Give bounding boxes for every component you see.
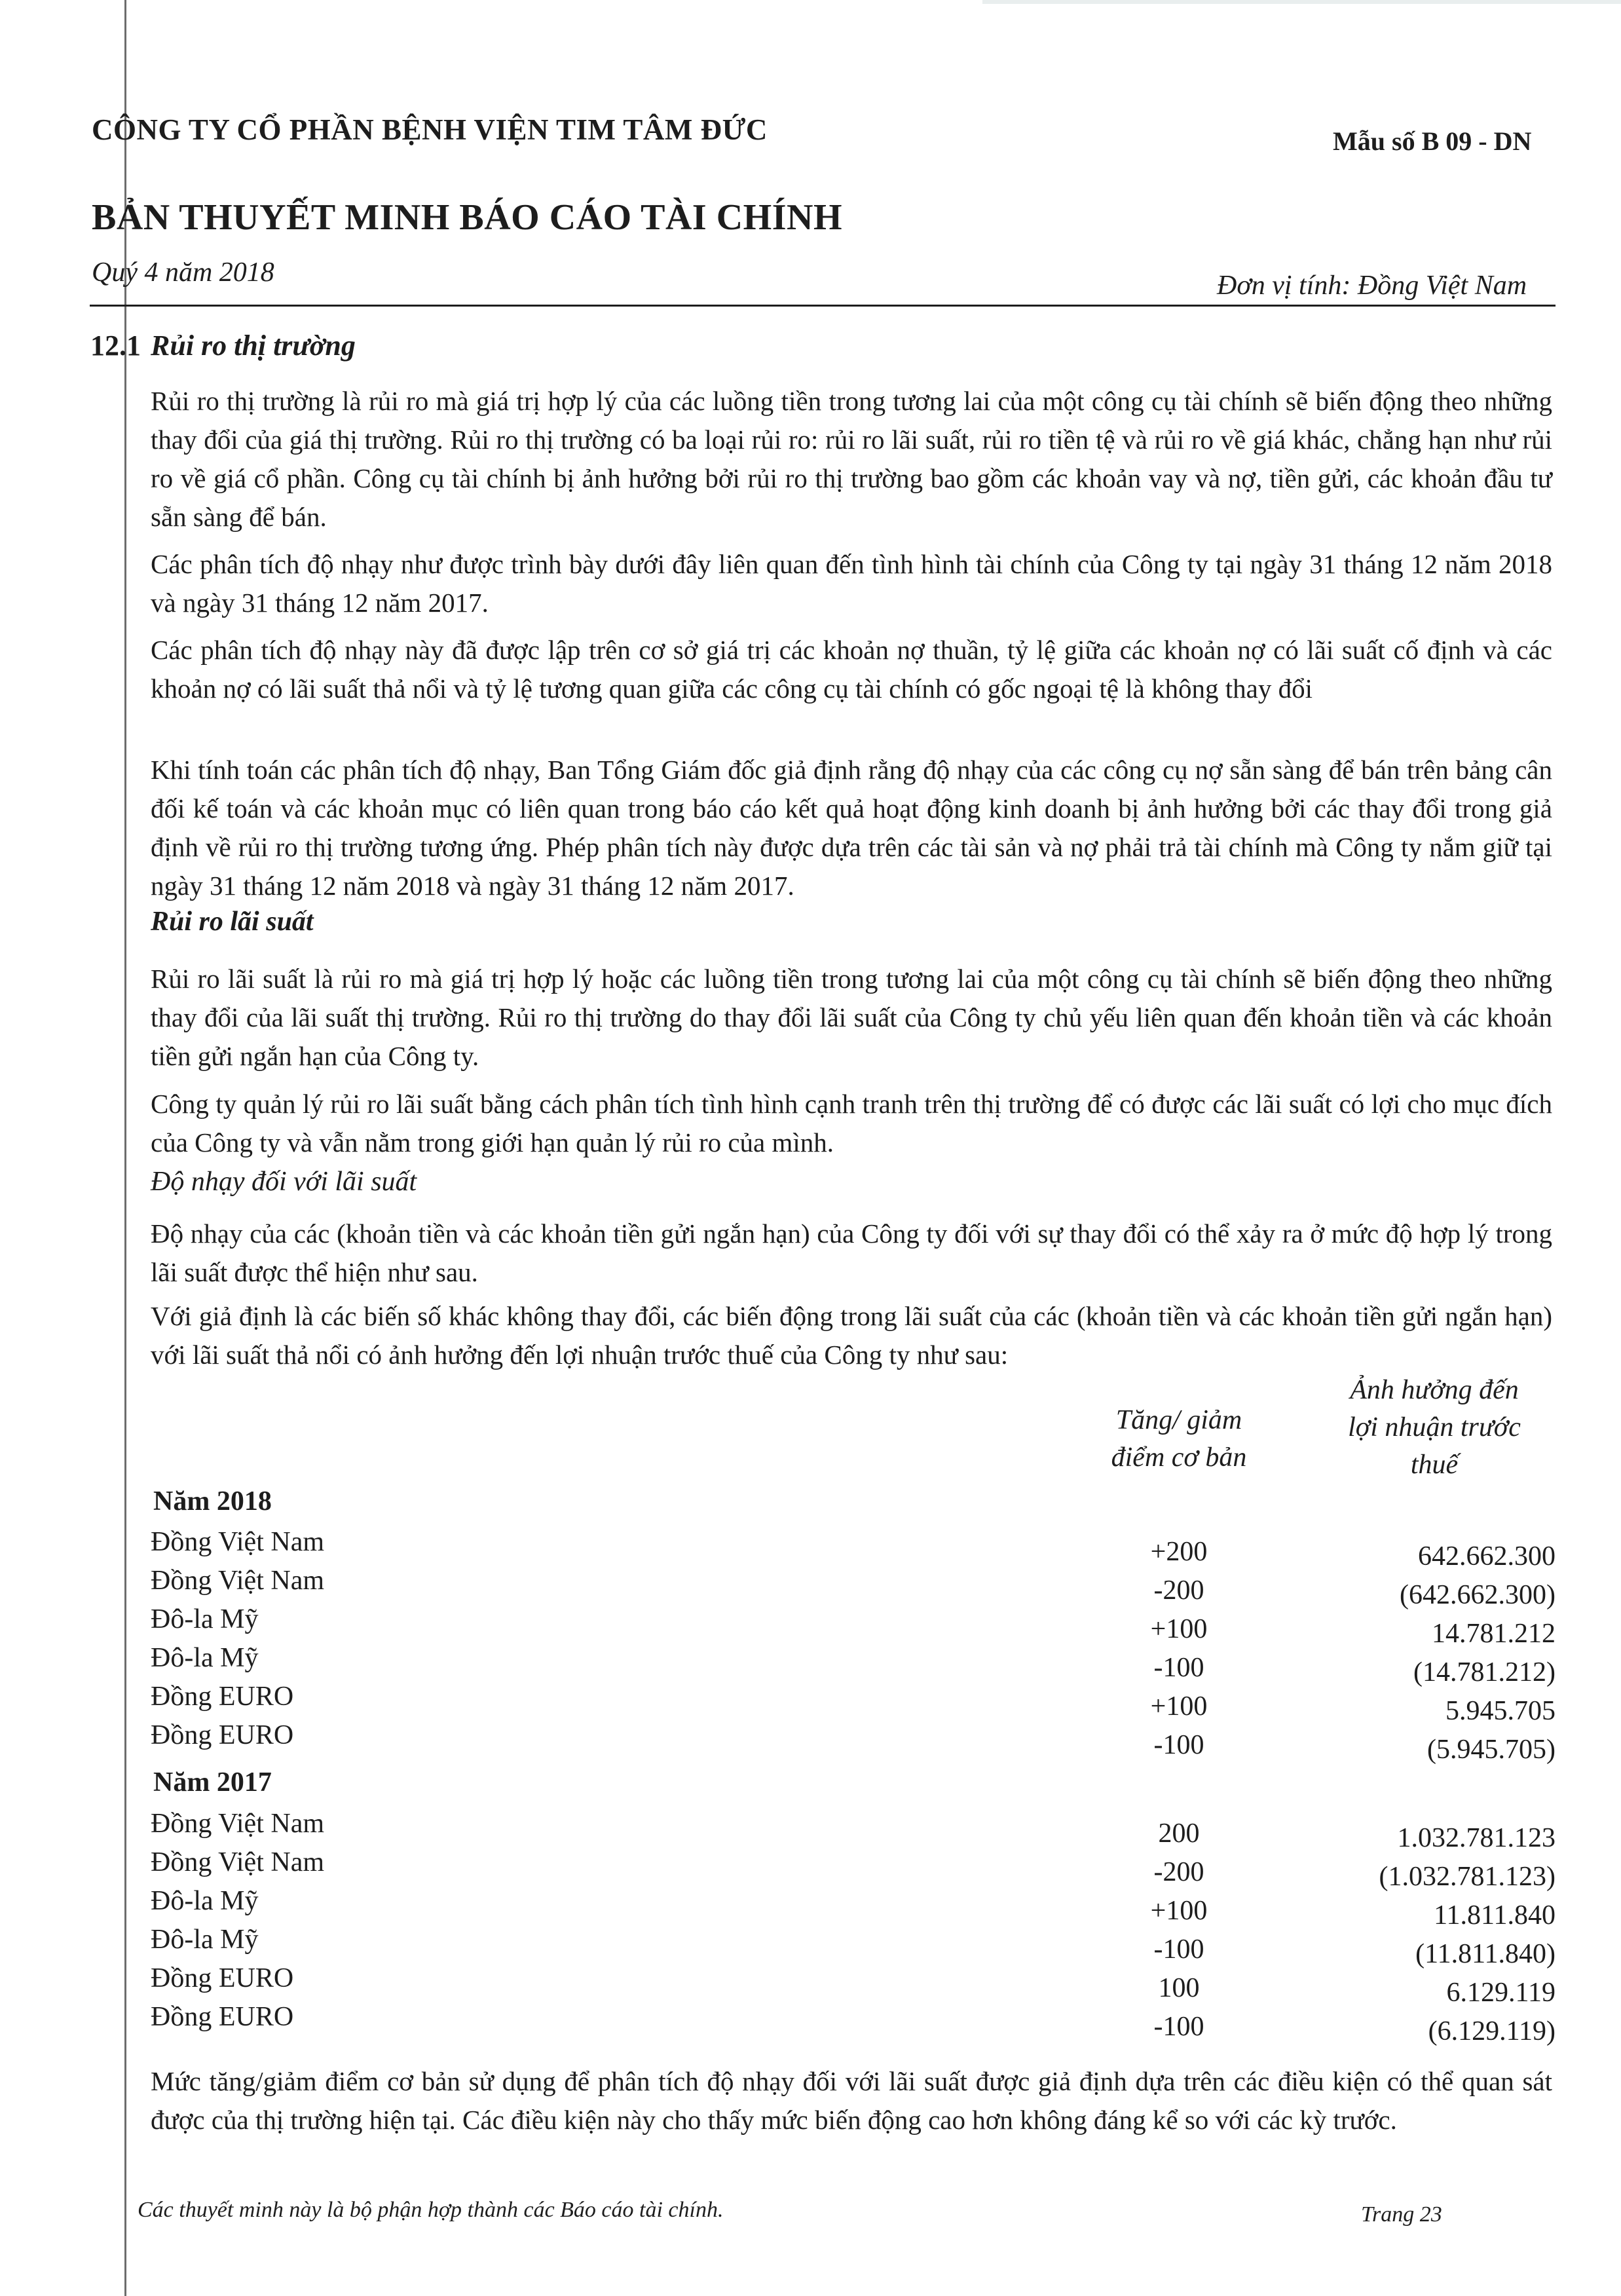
row-profit-impact: (5.945.705) <box>1427 1735 1556 1765</box>
paragraph-sensitivity-description: Độ nhạy của các (khoản tiền và các khoản tiền gửi ngắn hạn) của Công ty đối với sự thay đổi có thể xảy ra ở mức độ hợp lý trong lãi suất được thể hiện như sau. <box>151 1218 1552 1287</box>
row-label: Đồng Việt Nam <box>151 1809 325 1839</box>
row-basis-points: 100 <box>1158 1973 1200 2003</box>
row-basis-points: -100 <box>1153 1653 1204 1683</box>
row-label: Đồng EURO <box>151 1720 294 1750</box>
footer-note: Các thuyết minh này là bộ phận hợp thành các Báo cáo tài chính. <box>138 2198 724 2222</box>
row-label: Đồng Việt Nam <box>151 1847 325 1877</box>
paragraph-market-risk: Rủi ro thị trường là rủi ro mà giá trị hợp lý của các luồng tiền trong tương lai của một công cụ tài chính sẽ biến động theo những thay đổi của giá thị trường. Rủi ro thị trường có ba loại rủi ro: rủi ro lãi suất, rủi ro tiền tệ và rủi ro về giá khác, chẳng hạn như rủi ro về giá cổ phần. Công cụ tài chính bị ảnh hưởng bởi rủi ro thị trường bao gồm các khoản vay và nợ, tiền gửi, các khoản đầu tư sẵn sàng để bán. <box>151 386 1552 532</box>
row-profit-impact: 14.781.212 <box>1432 1619 1556 1649</box>
paragraph-sensitivity-assumption: Với giả định là các biến số khác không thay đổi, các biến động trong lãi suất của các (khoản tiền và các khoản tiền gửi ngắn hạn) với lãi suất thả nổi có ảnh hưởng đến lợi nhuận trước thuế của Công ty như sau: <box>151 1301 1552 1370</box>
section-number: 12.1 <box>90 329 141 362</box>
interest-risk-heading: Rủi ro lãi suất <box>151 907 314 937</box>
row-basis-points: 200 <box>1158 1818 1200 1849</box>
year-2018-label: Năm 2018 <box>153 1486 272 1516</box>
section-title: Rủi ro thị trường <box>151 329 356 362</box>
paragraph-sensitivity-basis: Các phân tích độ nhạy này đã được lập trên cơ sở giá trị các khoản nợ thuần, tỷ lệ giữa các khoản nợ có lãi suất cố định và các khoản nợ có lãi suất thả nổi và tỷ lệ tương quan giữa các công cụ tài chính có gốc ngoại tệ là không thay đổi <box>151 635 1552 704</box>
row-profit-impact: 1.032.781.123 <box>1397 1823 1556 1853</box>
row-profit-impact: 642.662.300 <box>1418 1541 1556 1571</box>
row-label: Đô-la Mỹ <box>151 1925 259 1955</box>
document-title: BẢN THUYẾT MINH BÁO CÁO TÀI CHÍNH <box>92 197 843 238</box>
row-profit-impact: 11.811.840 <box>1434 1900 1556 1930</box>
row-basis-points: +100 <box>1150 1691 1208 1722</box>
row-profit-impact: (642.662.300) <box>1400 1580 1556 1610</box>
paragraph-sensitivity-scope: Các phân tích độ nhạy như được trình bày dưới đây liên quan đến tình hình tài chính của Công ty tại ngày 31 tháng 12 năm 2018 và ngày 31 tháng 12 năm 2017. <box>151 549 1552 618</box>
column-header-basis-points: Tăng/ giảm điểm cơ bản <box>1111 1405 1247 1473</box>
row-label: Đồng EURO <box>151 1963 294 1993</box>
row-profit-impact: 5.945.705 <box>1445 1696 1556 1726</box>
year-2017-label: Năm 2017 <box>153 1767 272 1797</box>
form-number: Mẫu số B 09 - DN <box>1333 126 1532 156</box>
row-label: Đồng Việt Nam <box>151 1527 325 1557</box>
row-basis-points: +100 <box>1150 1614 1208 1644</box>
paragraph-interest-management: Công ty quản lý rủi ro lãi suất bằng cách phân tích tình hình cạnh tranh trên thị trường để có được các lãi suất có lợi cho mục đích của Công ty và vẫn nằm trong giới hạn quản lý rủi ro của mình. <box>151 1089 1552 1157</box>
currency-unit: Đơn vị tính: Đồng Việt Nam <box>1217 271 1527 301</box>
row-profit-impact: (1.032.781.123) <box>1379 1862 1556 1892</box>
row-profit-impact: (14.781.212) <box>1413 1657 1556 1687</box>
row-label: Đô-la Mỹ <box>151 1886 259 1916</box>
header-divider <box>90 305 1556 307</box>
row-basis-points: -100 <box>1153 1934 1204 1965</box>
row-basis-points: +200 <box>1150 1537 1208 1567</box>
column-header-profit-impact: Ảnh hưởng đến lợi nhuận trước thuế <box>1348 1375 1521 1480</box>
row-basis-points: -100 <box>1153 2012 1204 2042</box>
row-label: Đồng EURO <box>151 2002 294 2032</box>
row-basis-points: -100 <box>1153 1730 1204 1760</box>
row-label: Đồng Việt Nam <box>151 1566 325 1596</box>
paragraph-interest-risk: Rủi ro lãi suất là rủi ro mà giá trị hợp lý hoặc các luồng tiền trong tương lai của một công cụ tài chính sẽ biến động theo những thay đổi của lãi suất thị trường. Rủi ro thị trường do thay đổi lãi suất của Công ty chủ yếu liên quan đến khoản tiền và các khoản tiền gửi ngắn hạn của Công ty. <box>151 964 1552 1071</box>
company-name: CÔNG TY CỔ PHẦN BỆNH VIỆN TIM TÂM ĐỨC <box>92 113 768 146</box>
scan-top-edge <box>982 0 1621 4</box>
row-label: Đô-la Mỹ <box>151 1604 259 1634</box>
paragraph-assumptions: Khi tính toán các phân tích độ nhạy, Ban Tổng Giám đốc giả định rằng độ nhạy của các công cụ nợ sẵn sàng để bán trên bảng cân đối kế toán và các khoản mục có liên quan trong báo cáo kết quả hoạt động kinh doanh bị ảnh hưởng bởi các thay đổi trong giả định về rủi ro thị trường tương ứng. Phép phân tích này được dựa trên các tài sản và nợ phải trả tài chính mà Công ty nắm giữ tại ngày 31 tháng 12 năm 2018 và ngày 31 tháng 12 năm 2017. <box>151 755 1552 901</box>
row-basis-points: -200 <box>1153 1575 1204 1606</box>
row-basis-points: -200 <box>1153 1857 1204 1887</box>
row-label: Đồng EURO <box>151 1682 294 1712</box>
row-profit-impact: 6.129.119 <box>1446 1978 1556 2008</box>
row-label: Đô-la Mỹ <box>151 1643 259 1673</box>
row-profit-impact: (6.129.119) <box>1428 2016 1556 2046</box>
paragraph-basis-point-assumption: Mức tăng/giảm điểm cơ bản sử dụng để phân tích độ nhạy đối với lãi suất được giả định dựa trên các điều kiện có thể quan sát được của thị trường hiện tại. Các điều kiện này cho thấy mức biến động cao hơn không đáng kể so với các kỳ trước. <box>151 2066 1552 2135</box>
page-number: Trang 23 <box>1361 2202 1442 2227</box>
sensitivity-heading: Độ nhạy đối với lãi suất <box>151 1167 417 1197</box>
row-profit-impact: (11.811.840) <box>1415 1939 1556 1969</box>
reporting-period: Quý 4 năm 2018 <box>92 257 274 288</box>
row-basis-points: +100 <box>1150 1896 1208 1926</box>
